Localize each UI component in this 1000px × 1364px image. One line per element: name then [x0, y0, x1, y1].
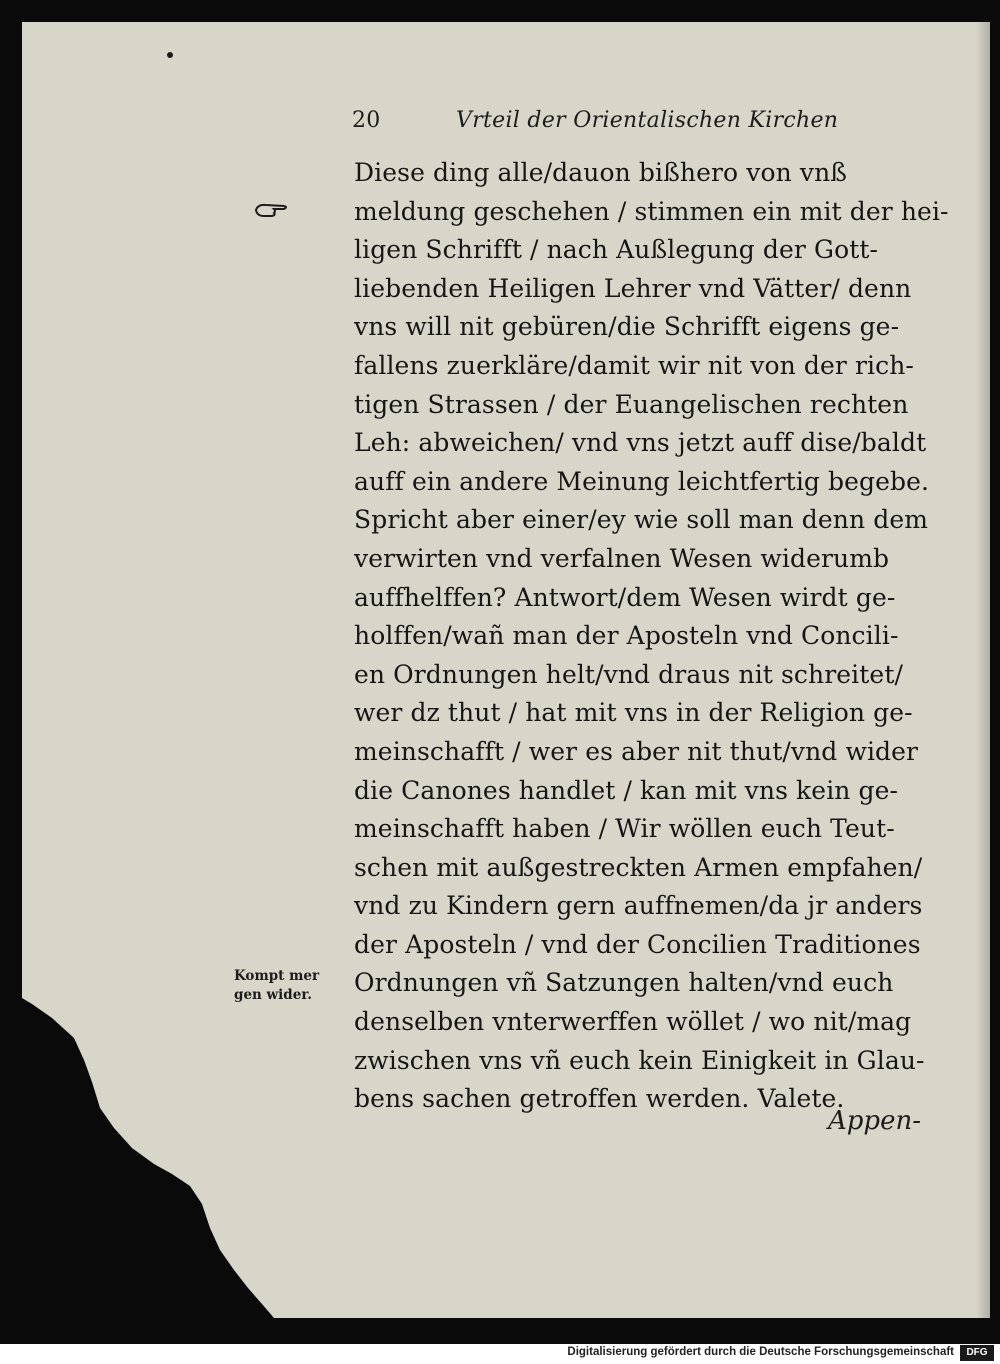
text-line: vns will nit gebüren/die Schrifft eigens ge-	[354, 312, 900, 342]
text-line: en Ordnungen helt/vnd draus nit schreitet/	[354, 659, 903, 689]
running-head	[352, 108, 952, 133]
text-line: ligen Schrifft / nach Außlegung der Gott-	[354, 235, 879, 265]
torn-corner	[22, 998, 282, 1318]
funding-notice: Digitalisierung gefördert durch die Deutsche Forschungsgemeinschaft	[567, 1346, 954, 1358]
marginal-note-line: gen wider.	[234, 987, 312, 1003]
running-title: Vrteil der Orientalischen Kirchen	[456, 108, 839, 133]
page-number: 20	[352, 108, 381, 133]
text-line: auffhelffen? Antwort/dem Wesen wirdt ge-	[354, 582, 896, 612]
text-line: Leh: abweichen/ vnd vns jetzt auff dise/baldt	[354, 428, 927, 458]
text-line: der Aposteln / vnd der Concilien Traditiones	[354, 929, 921, 959]
text-line: tigen Strassen / der Euangelischen rechten	[354, 389, 909, 419]
text-line: Diese ding alle/dauon bißhero von vnß	[354, 158, 848, 187]
ink-dot	[167, 52, 173, 58]
text-line: die Canones handlet / kan mit vns kein ge-	[354, 775, 899, 805]
text-line: meinschafft haben / Wir wöllen euch Teut-	[354, 814, 895, 844]
marginal-note-line: Kompt mer	[234, 968, 320, 984]
text-line: meldung geschehen / stimmen ein mit der hei-	[354, 196, 949, 226]
pointing-hand-icon	[254, 200, 290, 220]
text-line: verwirten vnd verfalnen Wesen widerumb	[354, 543, 890, 573]
book-page	[22, 22, 990, 1318]
dfg-logo: DFG	[960, 1345, 994, 1361]
text-line: fallens zuerkläre/damit wir nit von der rich-	[354, 350, 914, 380]
text-line: holffen/wañ man der Aposteln vnd Concili-	[354, 621, 899, 651]
catchword: Appen-	[828, 1106, 921, 1136]
text-line: meinschafft / wer es aber nit thut/vnd wider	[354, 736, 919, 766]
main-text	[354, 154, 949, 1119]
text-line: vnd zu Kindern gern auffnemen/da jr anders	[354, 891, 923, 921]
text-line: denselben vnterwerffen wöllet / wo nit/mag	[354, 1007, 912, 1037]
text-line: bens sachen getroffen werden. Valete.	[354, 1084, 845, 1114]
footer-bar	[0, 1344, 1000, 1364]
text-line: Spricht aber einer/ey wie soll man denn dem	[354, 505, 929, 535]
text-line: liebenden Heiligen Lehrer vnd Vätter/ denn	[354, 273, 912, 303]
text-line: Ordnungen vñ Satzungen halten/vnd euch	[354, 968, 894, 998]
text-line: wer dz thut / hat mit vns in der Religion ge-	[354, 698, 913, 728]
text-line: schen mit außgestreckten Armen empfahen/	[354, 852, 923, 882]
text-line: zwischen vns vñ euch kein Einigkeit in Glau-	[354, 1045, 925, 1075]
page-edge-shadow	[976, 22, 990, 1318]
text-line: auff ein andere Meinung leichtfertig begebe.	[354, 466, 930, 496]
